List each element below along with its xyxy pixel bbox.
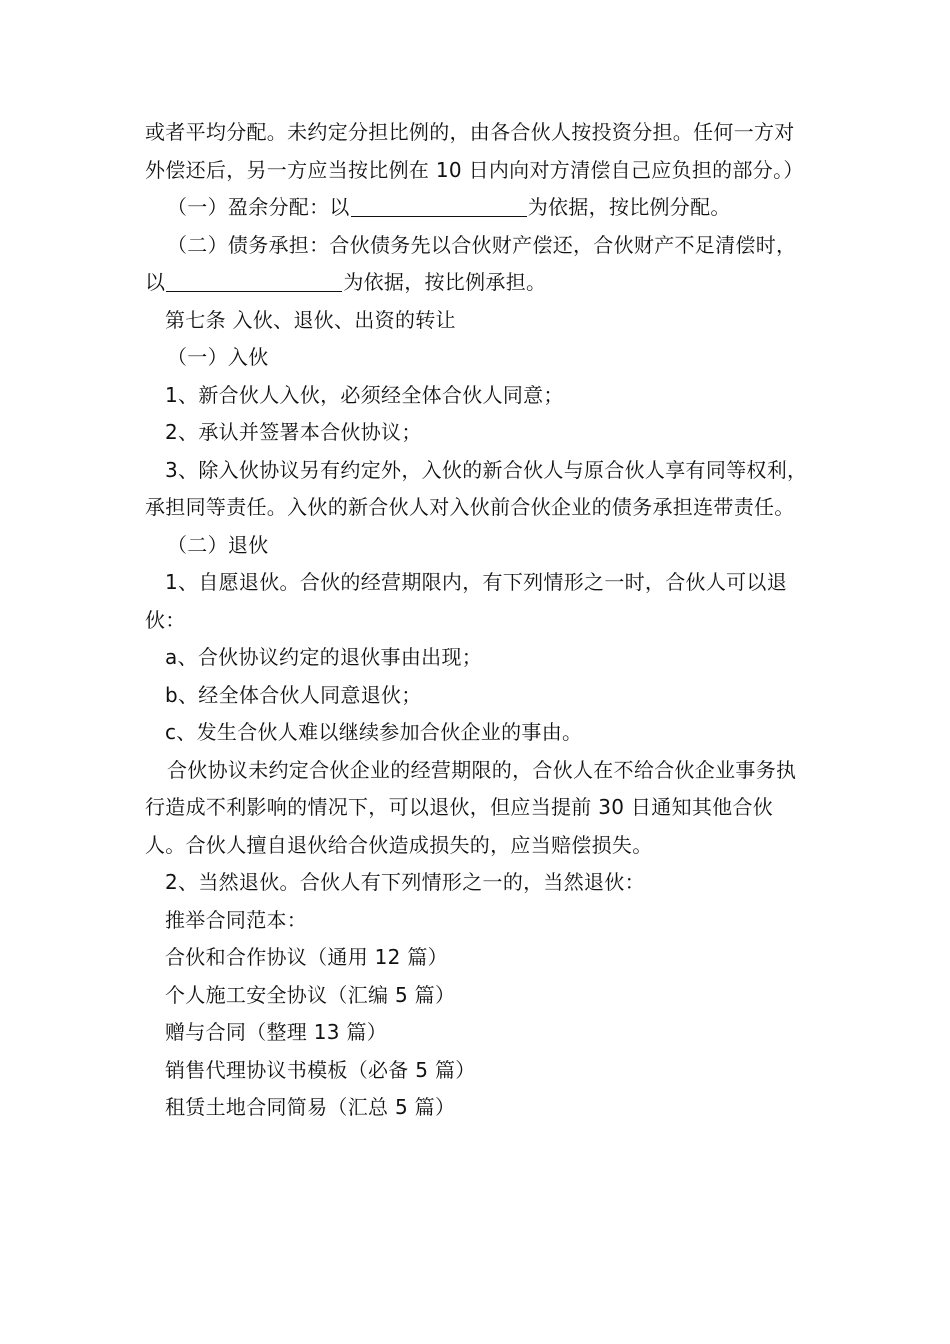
paragraph-unspecified-term: 合伙协议未约定合伙企业的经营期限的，合伙人在不给合伙企业事务执行造成不利影响的情况下，可以退伙，但应当提前 30 日通知其他合伙人。合伙人擅自退伙给合伙造成损失的，应当赔偿损失。 bbox=[145, 757, 797, 857]
document-body bbox=[145, 114, 810, 1127]
profit-basis-blank bbox=[351, 192, 527, 217]
automatic-withdrawal: 2、当然退伙。合伙人有下列情形之一的，当然退伙： bbox=[165, 870, 645, 894]
admission-item-1: 1、新合伙人入伙，必须经全体合伙人同意； bbox=[165, 382, 564, 407]
profit-distribution-suffix: 为依据，按比例分配。 bbox=[527, 195, 731, 219]
article-seven-heading: 第七条 入伙、退伙、出资的转让 bbox=[165, 307, 456, 332]
recommended-templates-heading: 推举合同范本： bbox=[165, 907, 308, 932]
template-link-3[interactable]: 赠与合同（整理 13 篇） bbox=[165, 1020, 388, 1044]
admission-item-2: 2、承认并签署本合伙协议； bbox=[165, 420, 422, 444]
template-link-1[interactable]: 合伙和合作协议（通用 12 篇） bbox=[165, 945, 448, 969]
voluntary-withdrawal: 1、自愿退伙。合伙的经营期限内，有下列情形之一时，合伙人可以退伙： bbox=[145, 570, 788, 632]
withdrawal-case-c: c、发生合伙人难以继续参加合伙企业的事由。 bbox=[165, 720, 583, 744]
template-link-4[interactable]: 销售代理协议书模板（必备 5 篇） bbox=[165, 1057, 476, 1082]
section-withdrawal-heading: （二）退伙 bbox=[167, 532, 269, 557]
paragraph-debt-bearing bbox=[145, 227, 810, 302]
paragraph-continued-clause: 或者平均分配。未约定分担比例的，由各合伙人按投资分担。任何一方对外偿还后，另一方应当按比例在 10 日内向对方清偿自己应负担的部分。） bbox=[145, 120, 804, 182]
admission-item-3: 3、除入伙协议另有约定外，入伙的新合伙人与原合伙人享有同等权利，承担同等责任。入伙的新合伙人对入伙前合伙企业的债务承担连带责任。 bbox=[145, 457, 808, 519]
debt-bearing-suffix: 为依据，按比例承担。 bbox=[343, 270, 547, 294]
paragraph-profit-distribution bbox=[145, 189, 810, 227]
profit-distribution-label: （一）盈余分配：以 bbox=[167, 195, 350, 219]
template-link-5[interactable]: 租赁土地合同简易（汇总 5 篇） bbox=[165, 1095, 456, 1119]
debt-basis-blank bbox=[166, 267, 342, 292]
withdrawal-case-b: b、经全体合伙人同意退伙； bbox=[165, 682, 422, 707]
withdrawal-case-a: a、合伙协议约定的退伙事由出现； bbox=[165, 645, 483, 669]
section-admission-heading: （一）入伙 bbox=[167, 345, 269, 369]
template-link-2[interactable]: 个人施工安全协议（汇编 5 篇） bbox=[165, 982, 456, 1007]
debt-bearing-label: （二）债务承担：合伙债务先以合伙财产偿还，合伙财产不足清偿时，以 bbox=[145, 232, 797, 294]
